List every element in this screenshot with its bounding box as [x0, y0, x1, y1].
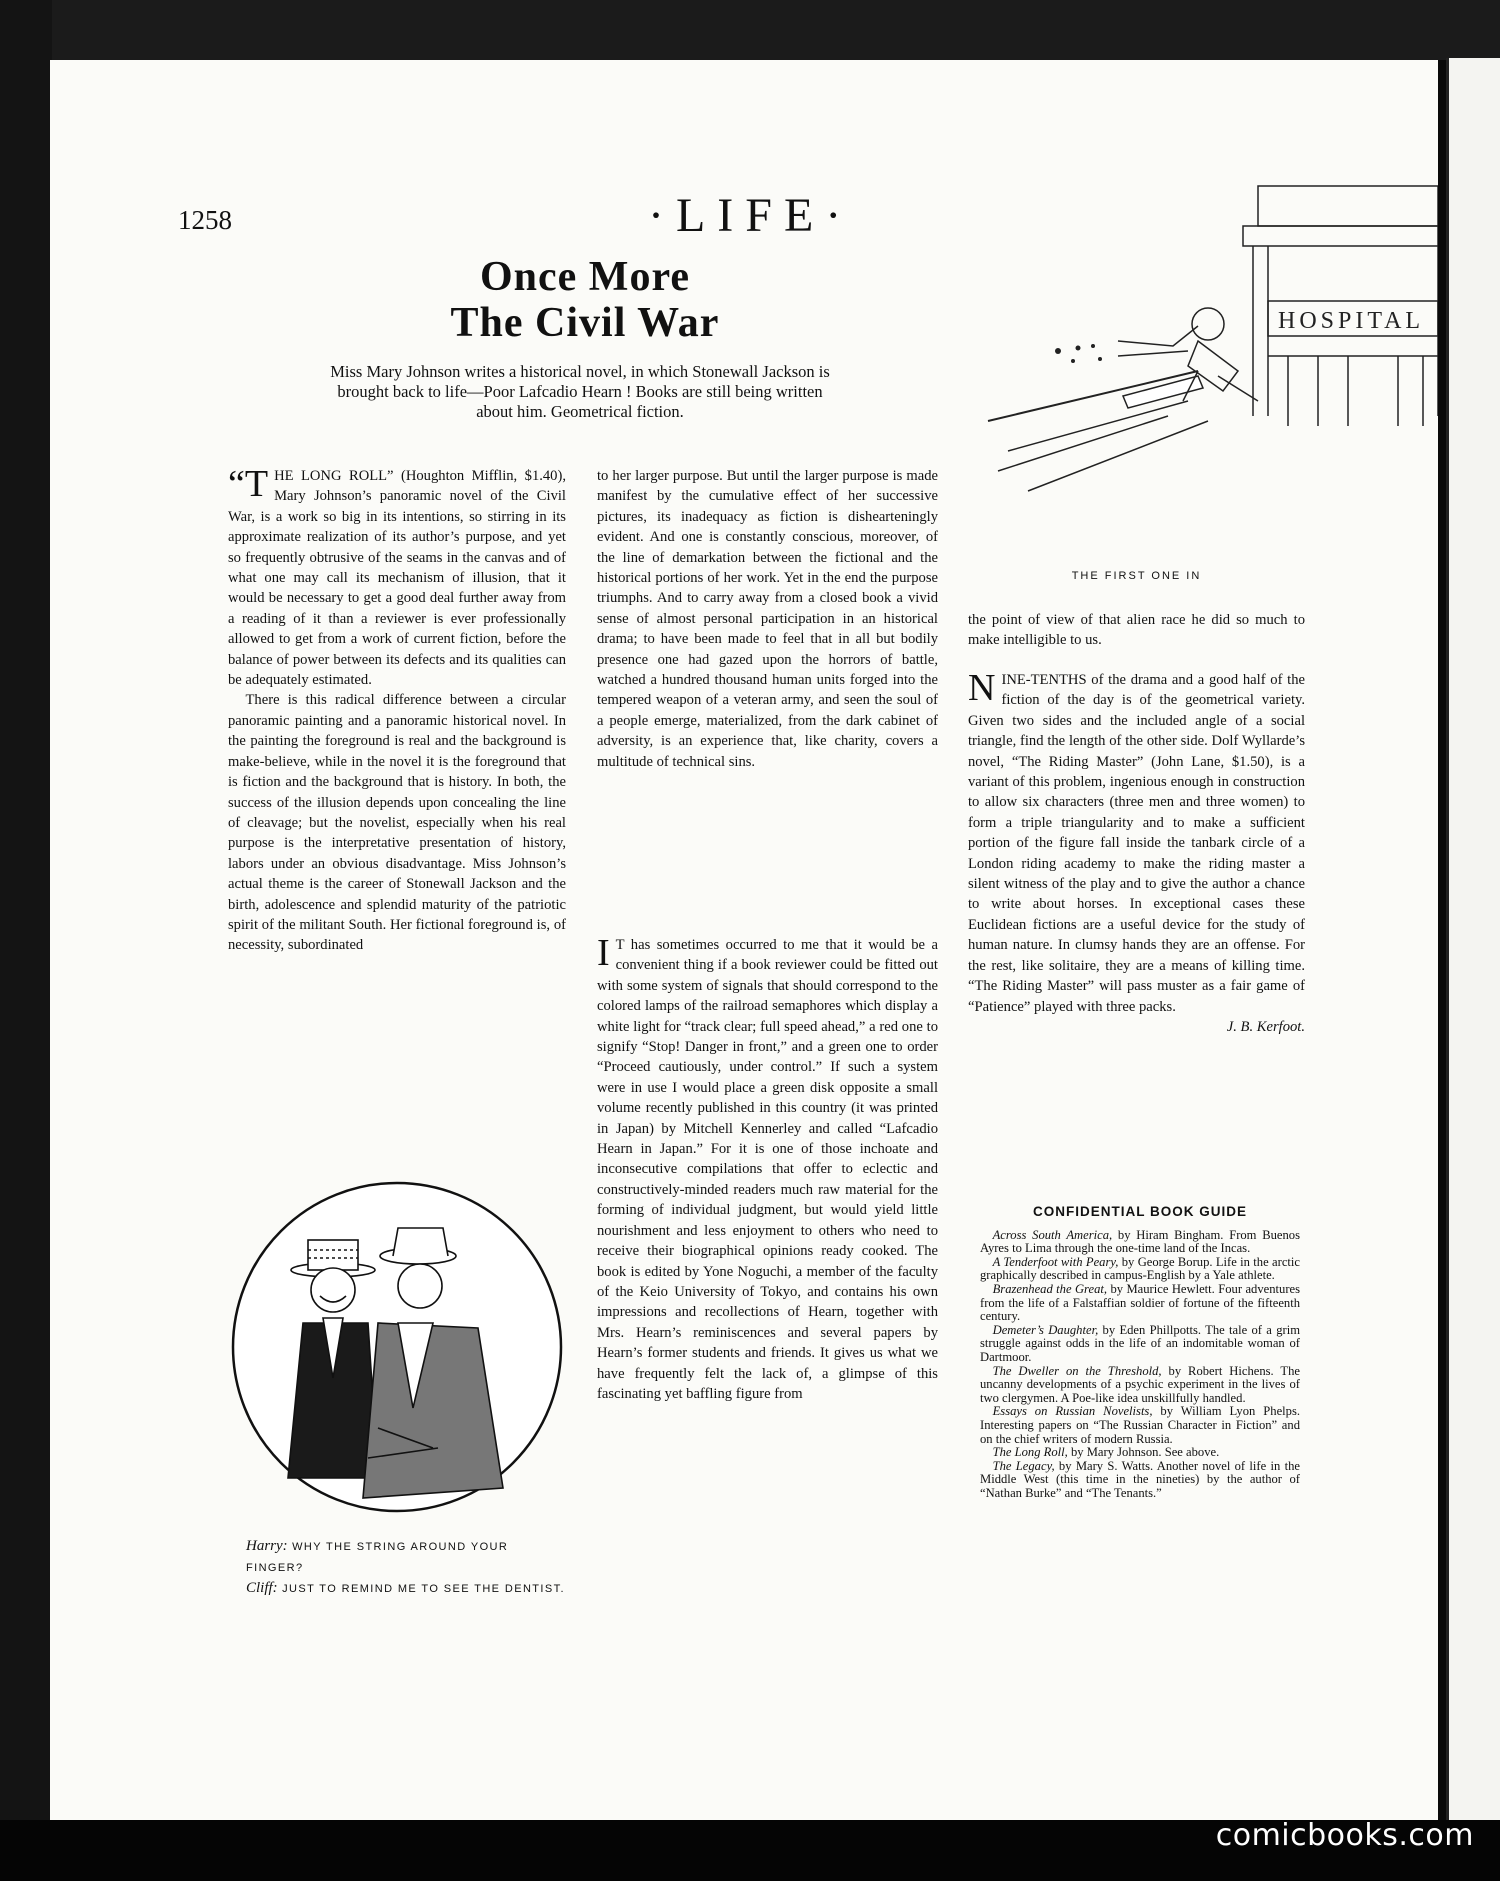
- author-signature: J. B. Kerfoot.: [1226, 1018, 1305, 1035]
- book-guide-entries: [980, 1229, 1300, 1501]
- speaker-harry: Harry:: [246, 1538, 288, 1554]
- book-guide-entry: Essays on Russian Novelists, by William Lyon Phelps. Interesting papers on “The Russian Character in Fiction” and on the chief writers of modern Russia.: [980, 1404, 1300, 1446]
- book-title: Brazenhead the Great,: [992, 1281, 1108, 1296]
- hospital-sign-text: HOSPITAL: [1278, 308, 1425, 334]
- drop-cap: I: [597, 932, 610, 974]
- next-page-edge: [1446, 58, 1500, 1820]
- speaker-cliff: Cliff:: [246, 1580, 278, 1596]
- article-title: [360, 254, 810, 346]
- drop-cap: “T: [228, 463, 269, 505]
- drop-cap: N: [968, 667, 996, 709]
- scan-border-left: [0, 0, 52, 1881]
- masthead: ·LIFE·: [648, 189, 854, 242]
- book-guide-entry: A Tenderfoot with Peary, by George Borup. Life in the arctic graphically described in campus-English by a Yale athlete.: [980, 1254, 1300, 1283]
- hospital-cartoon: [968, 166, 1438, 576]
- caption-line-cliff: Cliff: JUST TO REMIND ME TO SEE THE DENTIST.: [246, 1580, 565, 1596]
- paragraph: There is this radical difference between a circular panoramic painting and a panoramic historical novel. In the painting the foreground is real and the background is make-believe, while in the novel it is the foreground that is fiction and the background that is history. In both, the success of the illusion depends upon concealing the line of cleavage; but the novelist, especially when his real purpose is the interpretative presentation of history, labors under an obvious disadvantage. Miss Johnson’s actual theme is the career of Stonewall Jackson and the birth, adolescence and splendid maturity of the patriotic spirit of the militant South. Her fictional foreground is, of necessity, subordinated: [228, 692, 566, 954]
- book-title: A Tenderfoot with Peary,: [992, 1254, 1119, 1269]
- book-guide-entry: The Dweller on the Threshold, by Robert Hichens. The uncanny developments of a psychic experiment in the lives of two clergymen. A Poe-like idea unskillfully handled.: [980, 1363, 1300, 1405]
- column-3-continuation: [968, 610, 1305, 651]
- column-1: [228, 463, 566, 956]
- hospital-cartoon-drawing: [968, 166, 1438, 576]
- paragraph: “THE LONG ROLL” (Houghton Mifflin, $1.40), Mary Johnson’s panoramic novel of the Civil War, is a work so big in its intentions, so stirring in its approximate realization of its author’s purpose, and yet so frequently obtrusive of the seams in the canvas and of what one may call its mechanism of illusion, that it would be necessary to get a good deal further away from a reading of it than a reviewer is ever professionally allowed to get from a work of current fiction, before the balance of power between its defects and its qualities can be adequately estimated.: [228, 463, 566, 689]
- book-guide-entry: Brazenhead the Great, by Maurice Hewlett. Four adventures from the life of a Falstaffian soldier of fortune of the fifteenth century.: [980, 1281, 1300, 1324]
- book-title: Across South America,: [992, 1227, 1113, 1242]
- book-title: The Long Roll,: [992, 1445, 1068, 1460]
- book-guide-heading: CONFIDENTIAL BOOK GUIDE: [1032, 1204, 1247, 1219]
- watermark: comicbooks.com: [1215, 1818, 1474, 1853]
- two-men-cartoon-drawing: [228, 1178, 566, 1516]
- book-guide: [980, 1205, 1300, 1500]
- two-men-cartoon: [228, 1178, 566, 1516]
- article-deck: Miss Mary Johnson writes a historical novel, in which Stonewall Jackson is brought back to life—Poor Lafcadio Hearn ! Books are still being written about him. Geometrical fiction.: [330, 362, 830, 421]
- paragraph: the point of view of that alien race he did so much to make intelligible to us.: [968, 612, 1305, 649]
- cartoon-caption-right: THE FIRST ONE IN: [1071, 570, 1202, 582]
- book-guide-entry: Demeter’s Daughter, by Eden Phillpotts. The tale of a grim struggle against odds in the life of an indomitable woman of Dartmoor.: [980, 1322, 1300, 1364]
- paragraph: to her larger purpose. But until the larger purpose is made manifest by the cumulative effect of her successive pictures, its inadequacy as fiction is dishearteningly evident. And one is constantly conscious, moreover, of the line of demarkation between the fictional and the historical portions of her work. Yet in the end the purpose triumphs. And to carry away from a closed book a vivid sense of almost personal participation in an historical drama; to have been made to feel that in all but bodily presence one had gazed upon the horrors of battle, watched a hundred thousand human units forged into the tempered weapon of a veteran army, and seen the soul of a people emerge, materialized, from the dark cabinet of adversity, is an experience that, like charity, covers a multitude of technical sins.: [597, 468, 938, 770]
- column-2-lower: [597, 932, 938, 1404]
- book-title: Demeter’s Daughter,: [992, 1322, 1099, 1337]
- title-line-2: The Civil War: [450, 300, 720, 346]
- scan-border-top: [0, 0, 1500, 60]
- cartoon-caption-left: [246, 1536, 566, 1599]
- paragraph: I T has sometimes occurred to me that it would be a convenient thing if a book reviewer could be fitted out with some system of signals that should correspond to the colored lamps of the railroad semaphores which display a white light for “track clear; full speed ahead,” a red one to signify “Stop! Danger in front,” and a green one to order “Proceed cautiously, under control.” If such a system were in use I would place a green disk opposite a small volume recently published in this country (it was printed in Japan) by Mitchell Kennerley and called “Lafcadio Hearn in Japan.” For it is one of those inchoate and inconsecutive compilations that offer to eclectic and constructively-minded readers much raw material for the forming of individual judgment, but would yield little nourishment and less enjoyment to others who need to receive their biographical opinions ready cooked. The book is edited by Yone Noguchi, a member of the faculty of the Keio University of Tokyo, and contains his own impressions and recollections of Hearn, together with Mrs. Hearn’s reminiscences and several papers by Hearn’s former students and friends. It gives us what we have frequently felt the lack of, a glimpse of this fascinating yet baffling figure from: [597, 932, 938, 1402]
- book-title: The Dweller on the Threshold,: [992, 1363, 1162, 1378]
- book-title: Essays on Russian Novelists,: [992, 1404, 1153, 1419]
- column-3: [968, 667, 1305, 1037]
- paragraph: NINE-TENTHS of the drama and a good half of the fiction of the day is of the geometrical variety. Given two sides and the included angle of a social triangle, find the length of the other side. Dolf Wyllarde’s novel, “The Riding Master” (John Lane, $1.50), is a variant of this problem, ingenious enough in construction to allow six characters (three men and three women) to form a triple triangularity and to make a sufficient portion of the figure fall inside the tanbark circle of a London riding academy to make the riding master a silent witness of the play and to give the author a chance to write about horses. In exceptional cases these Euclidean fictions are a useful device for the study of human nature. In clumsy hands they are an offense. For the rest, like solitaire, they are a means of killing time. “The Riding Master” will pass muster as a fair game of “Patience” played with three packs.: [968, 667, 1305, 1015]
- page-number: 1258: [178, 205, 232, 235]
- book-guide-entry: The Legacy, by Mary S. Watts. Another novel of life in the Middle West (this time in the nineties) by the author of “Nathan Burke” and “The Tenants.”: [980, 1458, 1301, 1500]
- book-guide-entry: The Long Roll, by Mary Johnson. See above.: [992, 1445, 1220, 1460]
- book-title: The Legacy,: [992, 1458, 1055, 1473]
- book-guide-entry: Across South America, by Hiram Bingham. From Buenos Ayres to Lima through the one-time land of the Incas.: [980, 1227, 1300, 1256]
- title-line-1: Once More: [480, 254, 690, 300]
- caption-line-harry: Harry: WHY THE STRING AROUND YOUR FINGER?: [246, 1538, 509, 1574]
- column-2: [597, 466, 938, 772]
